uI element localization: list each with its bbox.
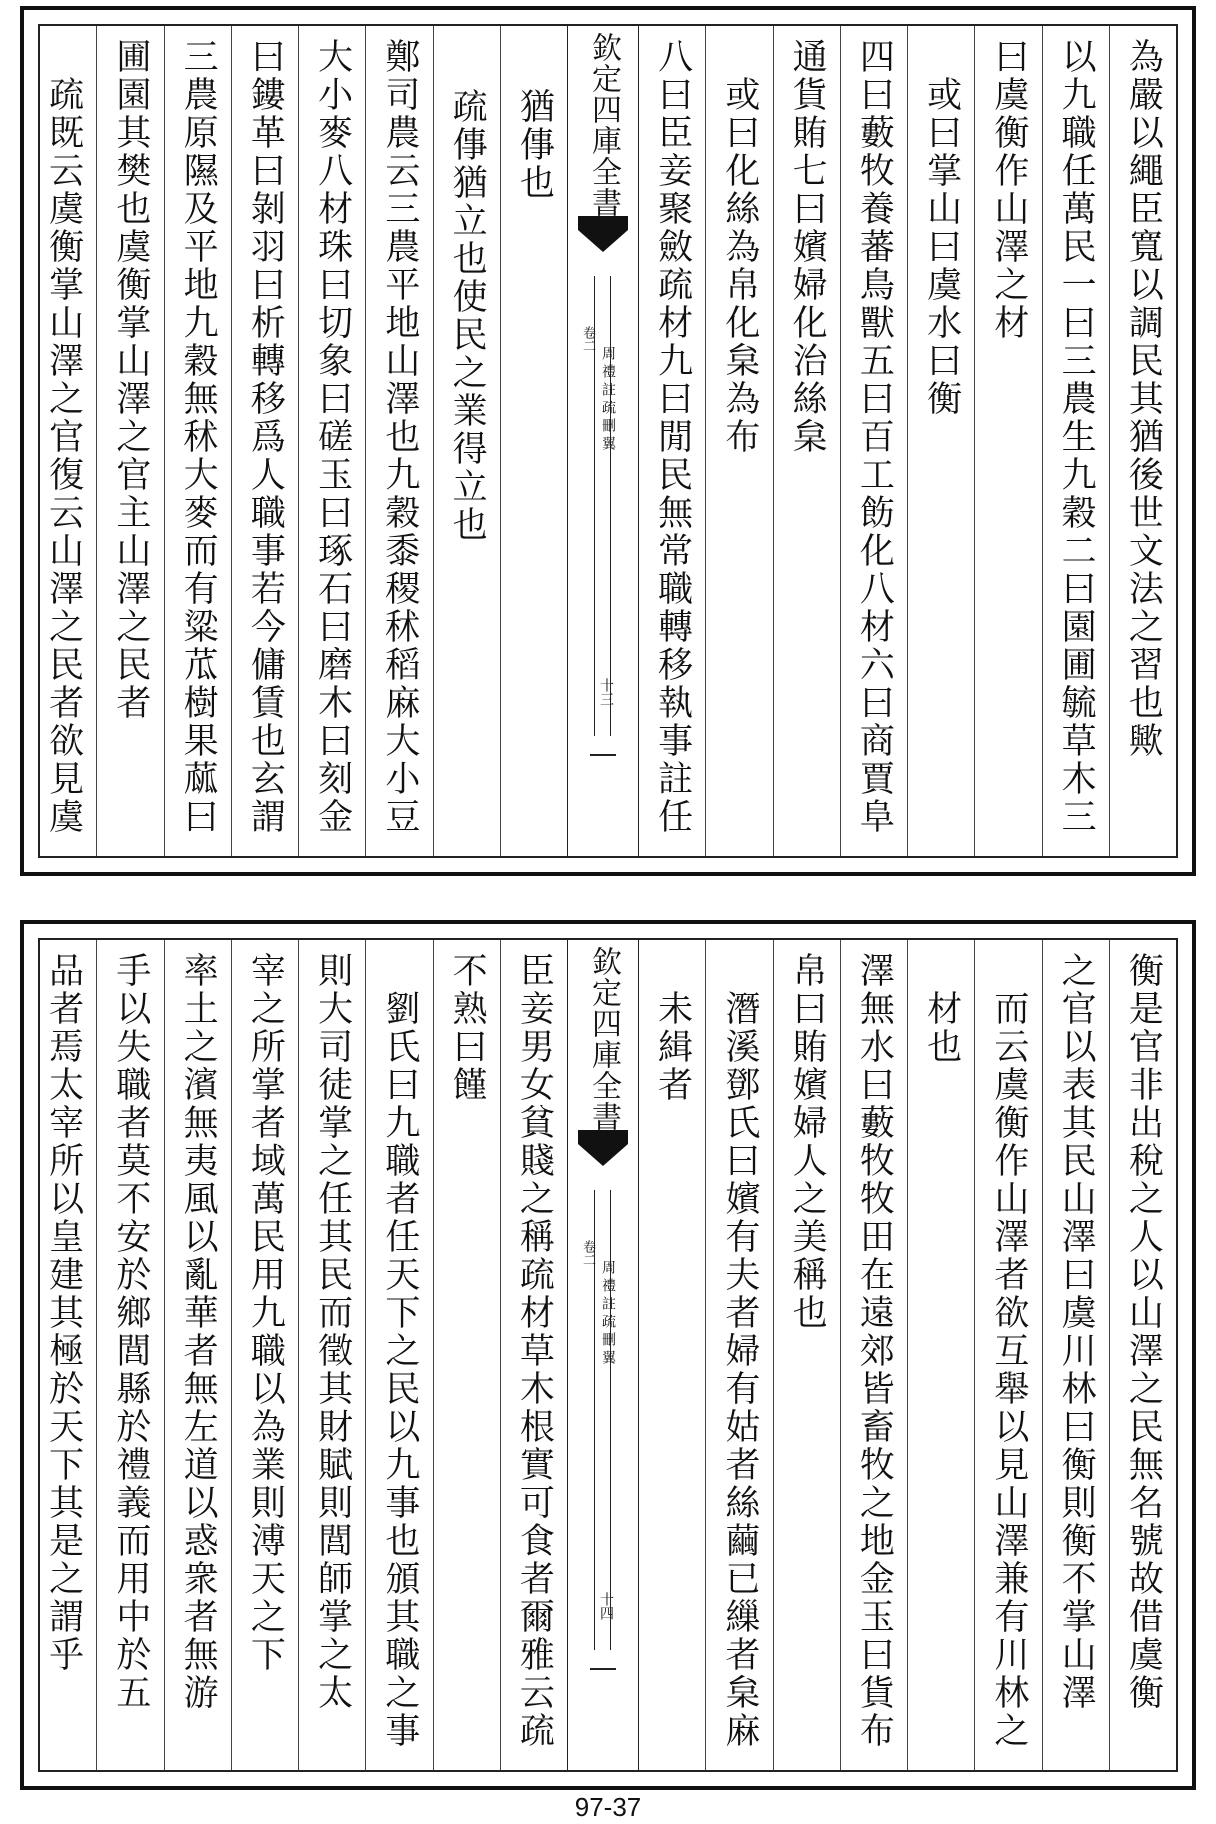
text-column: 或曰化絲為帛化枲為布 bbox=[705, 26, 772, 856]
spine-volume: 卷二 bbox=[580, 1240, 595, 1266]
text-column: 為嚴以繩臣寬以調民其猶後世文法之習也歟 bbox=[1109, 26, 1176, 856]
text-column: 疏既云虞衡掌山澤之官復云山澤之民者欲見虞 bbox=[43, 76, 84, 836]
text-column: 品者焉太宰所以皇建其極於天下其是之謂乎 bbox=[43, 952, 84, 1674]
text-column: 而云虞衡作山澤者欲互舉以見山澤兼有川林之 bbox=[974, 940, 1041, 1770]
text-column: 之官以表其民山澤曰虞川林曰衡則衡不掌山澤 bbox=[1042, 940, 1109, 1770]
spine-book-title: 周禮註疏刪翼 bbox=[600, 346, 616, 454]
text-column: 以九職任萬民一曰三農生九穀二曰園圃毓草木三 bbox=[1042, 26, 1109, 856]
right-half bbox=[639, 26, 1176, 856]
text-column: 或曰掌山曰虞水曰衡 bbox=[907, 26, 974, 856]
text-column: 率土之濱無夷風以亂華者無左道以惑衆者無游 bbox=[164, 940, 231, 1770]
text-column: 三農原隰及平地九穀無秫大麥而有粱苽樹果蓏曰 bbox=[164, 26, 231, 856]
left-half bbox=[30, 940, 567, 1770]
left-half bbox=[30, 26, 567, 856]
text-frame bbox=[38, 938, 1178, 1772]
text-column: 宰之所掌者域萬民用九職以為業則溥天之下 bbox=[231, 940, 298, 1770]
text-column: 未緝者 bbox=[652, 990, 693, 1104]
text-column: 八曰臣妾聚斂疏材九曰閒民無常職轉移執事註任 bbox=[652, 38, 693, 836]
text-column: 通貨賄七曰嬪婦化治絲枲 bbox=[773, 26, 840, 856]
right-half bbox=[639, 940, 1176, 1770]
text-column: 曰鏤革曰剝羽曰析轉移爲人職事若今傭賃也玄謂 bbox=[231, 26, 298, 856]
text-column: 疏倳猶立也使民之業得立也 bbox=[433, 26, 500, 856]
spine-column bbox=[567, 26, 639, 856]
text-column: 潛溪鄧氏曰嬪有夫者婦有姑者絲繭已繅者枲麻 bbox=[705, 940, 772, 1770]
text-column: 帛曰賄嬪婦人之美稱也 bbox=[773, 940, 840, 1770]
text-column: 材也 bbox=[907, 940, 974, 1770]
spine-column bbox=[567, 940, 639, 1770]
text-column: 澤無水曰藪牧牧田在遠郊皆畜牧之地金玉曰貨布 bbox=[840, 940, 907, 1770]
spine-title: 欽定四庫全書 bbox=[586, 946, 621, 1132]
spine-title: 欽定四庫全書 bbox=[586, 32, 621, 218]
spine-book-title: 周禮註疏刪翼 bbox=[600, 1260, 616, 1368]
spine-volume: 卷二 bbox=[580, 326, 595, 352]
text-column: 手以失職者莫不安於鄉閭縣於禮義而用中於五 bbox=[96, 940, 163, 1770]
text-column: 大小麥八材珠曰切象曰磋玉曰琢石曰磨木曰刻金 bbox=[298, 26, 365, 856]
text-column: 曰虞衡作山澤之材 bbox=[974, 26, 1041, 856]
text-frame bbox=[38, 24, 1178, 858]
text-column: 劉氏曰九職者任天下之民以九事也頒其職之事 bbox=[365, 940, 432, 1770]
page-bottom bbox=[20, 920, 1196, 1790]
text-column: 四曰藪牧養蕃鳥獸五曰百工飭化八材六曰商賈阜 bbox=[840, 26, 907, 856]
text-column: 猶倳也 bbox=[500, 26, 567, 856]
text-column: 圃園其樊也虞衡掌山澤之官主山澤之民者 bbox=[96, 26, 163, 856]
fish-tail-mark bbox=[578, 216, 628, 290]
text-column: 則大司徒掌之任其民而徵其財賦則閭師掌之太 bbox=[298, 940, 365, 1770]
text-column: 臣妾男女貧賤之稱疏材草木根實可食者爾雅云疏 bbox=[500, 940, 567, 1770]
folio-number: 97-37 bbox=[574, 1792, 642, 1822]
spine-page-number: 十三 bbox=[598, 678, 614, 706]
fish-tail-mark bbox=[578, 1130, 628, 1204]
text-column: 鄭司農云三農平地山澤也九穀黍稷秫稻麻大小豆 bbox=[365, 26, 432, 856]
spine-page-number: 十四 bbox=[598, 1592, 614, 1620]
text-column: 衡是官非出稅之人以山澤之民無名號故借虞衡 bbox=[1109, 940, 1176, 1770]
page-top bbox=[20, 6, 1196, 876]
text-column: 不熟曰饉 bbox=[433, 940, 500, 1770]
